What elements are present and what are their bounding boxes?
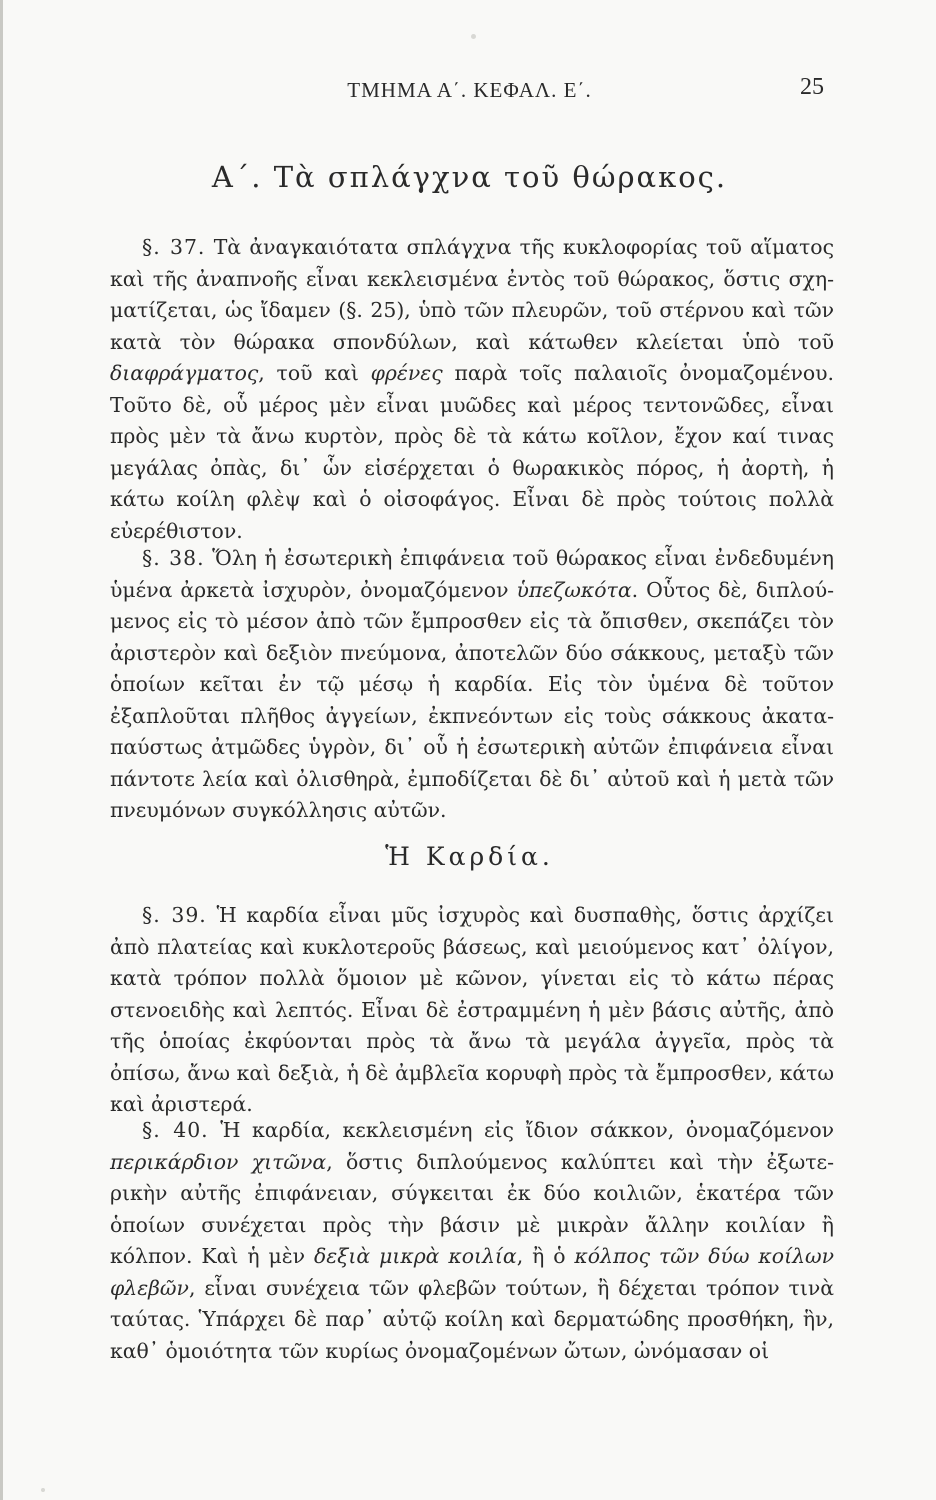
paragraph-number: §. 38.: [142, 546, 205, 570]
paragraph-text: . Οὗτος δὲ, διπλούμενος εἰς τὸ μέσον ἀπὸ τῶν ἔμπροσθεν εἰς τὰ ὄπισθεν, σκεπάζει τὸν ἀριστερὸν καὶ δεξιὸν πνεύμονα, ἀποτελῶν δύο σάκκους, μεταξὺ τῶν ὁποίων κεῖται ἐν τῷ μέσῳ ἡ καρδία. Εἰς τὸν ὑμένα δὲ τοῦτον ἐξαπλοῦται πλῆθος ἀγγείων, ἐκπνεόντων εἰς τοὺς σάκκους ἀκαταπαύστως ἀτμῶδες ὑγρὸν, δι᾽ οὗ ἡ ἐσωτερικὴ αὐτῶν ἐπιφάνεια εἶναι πάντοτε λεία καὶ ὀλισθηρὰ, ἐμποδίζεται δὲ δι᾽ αὐτοῦ καὶ ἡ μετὰ τῶν πνευμόνων συγκόλλησις αὐτῶν.: [110, 577, 835, 822]
paragraph-number: §. 39.: [142, 903, 207, 927]
section-title: Α΄. Τὰ σπλάγχνα τοῦ θώρακος.: [211, 160, 728, 194]
paragraph-text: , ὅστις διπλούμενος καλύπτει καὶ τὴν ἐξωτερικὴν αὐτῆς ἐπιφάνειαν, σύγκειται ἐκ δύο κοιλιῶν, ἑκατέρα τῶν ὁποίων συνέχεται πρὸς τὴν βάσιν μὲ μικρὰν ἄλλην κοιλίαν ἢ κόλπον. Καὶ ἡ μὲν: [110, 1149, 834, 1268]
paragraph-38: [110, 543, 834, 827]
italic-term: περικάρδιον χιτῶνα: [110, 1149, 327, 1174]
paragraph-text: , εἶναι συνέχεια τῶν φλεβῶν τούτων, ἢ δέχεται τρόπον τινὰ ταύτας. Ὑπάρχει δὲ παρ᾽ αὐτῷ κοίλη καὶ δερματώδης προσθήκη, ἣν, καθ᾽ ὁμοιότητα τῶν κυρίως ὀνομαζομένων ὤτων, ὠνόμασαν οἱ: [110, 1275, 834, 1363]
subsection-title: Ἡ Καρδία.: [385, 842, 554, 871]
italic-term: ὑπεζωκότα: [516, 577, 632, 602]
page-number: 25: [800, 74, 824, 100]
italic-term: φρένες: [370, 361, 443, 385]
paragraph-text: Ἡ καρδία, κεκλεισμένη εἰς ἴδιον σάκκον, ὀνομαζόμενον: [220, 1118, 835, 1142]
paragraph-39: [110, 900, 834, 1121]
paper-speck: [41, 1488, 45, 1492]
paper-speck: [471, 34, 476, 39]
paragraph-text: , ἢ ὁ: [516, 1244, 575, 1268]
page-header: [3, 74, 936, 108]
paragraph-text: παρὰ τοῖς παλαιοῖς ὀνομαζομένου. Τοῦτο δὲ, οὗ μέρος μὲν εἶναι μυῶδες καὶ μέρος τεντονῶδες, εἶναι πρὸς μὲν τὰ ἄνω κυρτὸν, πρὸς δὲ τὰ κάτω κοῖλον, ἔχον καί τινας μεγάλας ὀπὰς, δι᾽ ὧν εἰσέρχεται ὁ θωρακικὸς πόρος, ἡ ἀορτὴ, ἡ κάτω κοίλη φλὲψ καὶ ὁ οἰσοφάγος. Εἶναι δὲ πρὸς τούτοις πολλὰ εὐερέθιστον.: [110, 361, 834, 543]
paragraph-number: §. 37.: [142, 235, 206, 259]
paragraph-number: §. 40.: [142, 1118, 209, 1142]
italic-term: δεξιὰ μικρὰ κοιλία: [313, 1244, 517, 1268]
paragraph-40: [110, 1115, 834, 1367]
running-head: ΤΜΗΜΑ Α΄. ΚΕΦΑΛ. Ε΄.: [347, 78, 592, 102]
italic-term: κόλπος τῶν δύω κοίλων φλεβῶν: [110, 1244, 835, 1300]
paragraph-37: [110, 232, 834, 547]
italic-term: διαφράγματος: [110, 361, 259, 385]
paragraph-text: Ὅλη ἡ ἐσωτερικὴ ἐπιφάνεια τοῦ θώρακος εἶναι ἐνδεδυμένη ὑμένα ἀρκετὰ ἰσχυρὸν, ὀνομαζόμενον: [110, 546, 834, 602]
paragraph-text: Τὰ ἀναγκαιότατα σπλάγχνα τῆς κυκλοφορίας τοῦ αἵματος καὶ τῆς ἀναπνοῆς εἶναι κεκλεισμένα ἐντὸς τοῦ θώρακος, ὅστις σχηματίζεται, ὡς ἴδαμεν (§. 25), ὑπὸ τῶν πλευρῶν, τοῦ στέρνου καὶ τῶν κατὰ τὸν θώρακα σπονδύλων, καὶ κάτωθεν κλείεται ὑπὸ τοῦ: [110, 235, 834, 354]
paragraph-text: , τοῦ καὶ: [258, 361, 371, 385]
paragraph-text: Ἡ καρδία εἶναι μῦς ἰσχυρὸς καὶ δυσπαθὴς, ὅστις ἀρχίζει ἀπὸ πλατείας καὶ κυκλοτεροῦς βάσεως, καὶ μειούμενος κατ᾽ ὀλίγον, κατὰ τρόπον πολλὰ ὅμοιον μὲ κῶνον, γίνεται εἰς τὸ κάτω πέρας στενοειδὴς καὶ λεπτός. Εἶναι δὲ ἐστραμμένη ἡ μὲν βάσις αὐτῆς, ἀπὸ τῆς ὁποίας ἐκφύονται πρὸς τὰ ἄνω τὰ μεγάλα ἀγγεῖα, πρὸς τὰ ὀπίσω, ἄνω καὶ δεξιὰ, ἡ δὲ ἀμβλεῖα κορυφὴ πρὸς τὰ ἔμπροσθεν, κάτω καὶ ἀριστερά.: [110, 903, 834, 1116]
